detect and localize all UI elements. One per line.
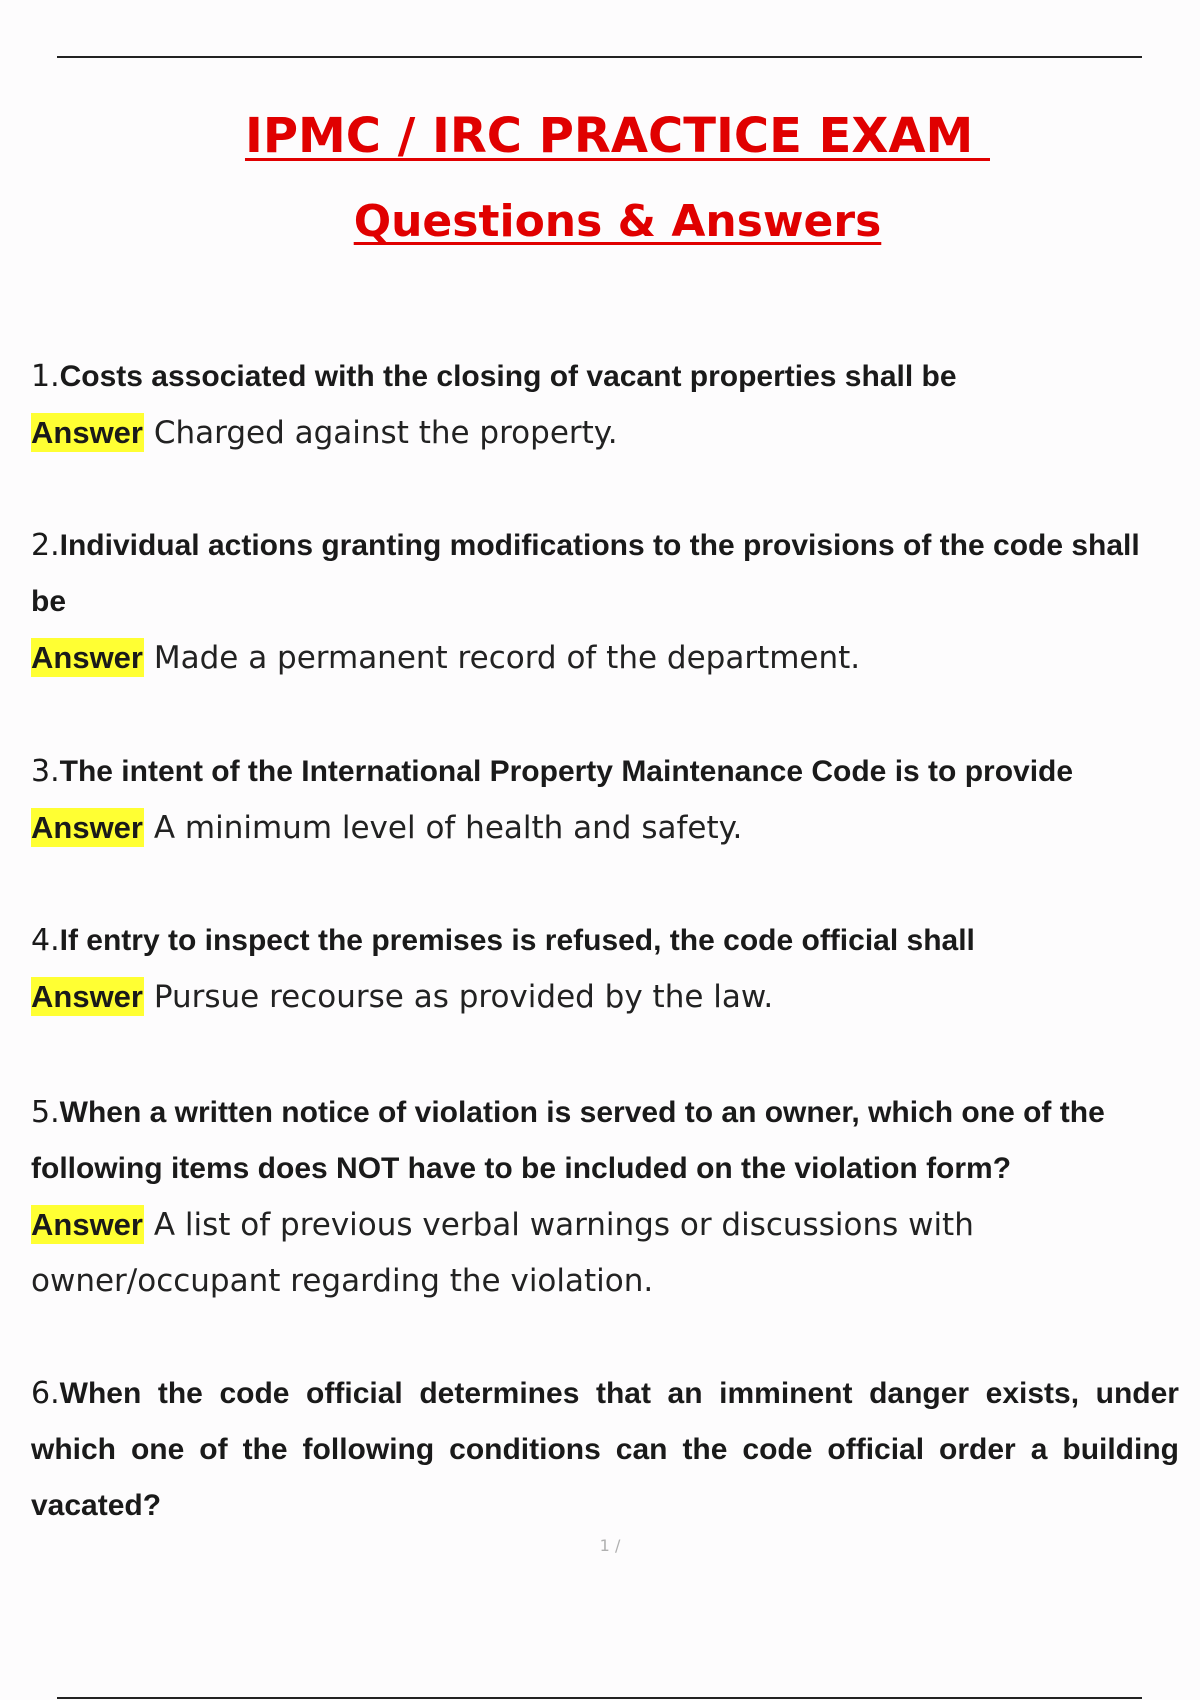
answer-text: A list of previous verbal warnings or discussions with owner/occupant regarding the violation.	[31, 1207, 974, 1299]
question-text: Individual actions granting modifications to the provisions of the code shall be	[31, 529, 1140, 618]
answer-text: Made a permanent record of the department.	[153, 640, 861, 676]
qa-item-6	[31, 1366, 1179, 1534]
page-title: IPMC / IRC PRACTICE EXAM	[244, 108, 990, 164]
qa-item-4	[31, 913, 1179, 1025]
page-subtitle: Questions & Answers	[353, 196, 882, 247]
question-text: When a written notice of violation is served to an owner, which one of the following items does NOT have to be included on the violation form?	[31, 1096, 1105, 1185]
question-2	[31, 518, 1179, 630]
answer-2	[31, 630, 1179, 686]
qa-item-3	[31, 744, 1179, 856]
answer-text: A minimum level of health and safety.	[153, 810, 743, 846]
question-number: 1.	[31, 359, 60, 394]
question-number: 3.	[31, 754, 60, 789]
qa-item-2	[31, 518, 1179, 686]
answer-4	[31, 969, 1179, 1025]
answer-1	[31, 405, 1179, 461]
question-4	[31, 913, 1179, 969]
question-text: If entry to inspect the premises is refused, the code official shall	[59, 924, 975, 957]
answer-text: Charged against the property.	[153, 415, 618, 451]
qa-item-5	[31, 1085, 1179, 1309]
question-3	[31, 744, 1179, 800]
answer-label: Answer	[31, 979, 143, 1014]
answer-label: Answer	[31, 415, 143, 450]
question-text: Costs associated with the closing of vacant properties shall be	[59, 360, 957, 393]
question-6	[31, 1366, 1179, 1534]
header-rule	[57, 56, 1142, 58]
answer-label: Answer	[31, 1207, 143, 1242]
answer-text: Pursue recourse as provided by the law.	[153, 979, 774, 1015]
answer-5	[31, 1197, 1179, 1309]
question-number: 2.	[31, 528, 60, 563]
question-number: 6.	[31, 1376, 60, 1411]
question-number: 5.	[31, 1095, 60, 1130]
question-1	[31, 349, 1179, 405]
answer-label: Answer	[31, 810, 143, 845]
question-text: The intent of the International Property Maintenance Code is to provide	[59, 755, 1074, 788]
page-number: 1 /	[599, 1536, 621, 1555]
footer-rule	[57, 1697, 1142, 1699]
answer-3	[31, 800, 1179, 856]
answer-label: Answer	[31, 640, 143, 675]
question-5	[31, 1085, 1179, 1197]
question-number: 4.	[31, 923, 60, 958]
qa-item-1	[31, 349, 1179, 461]
question-text: When the code official determines that an imminent danger exists, under which one of the following conditions can the code official order a building vacated?	[31, 1377, 1179, 1522]
